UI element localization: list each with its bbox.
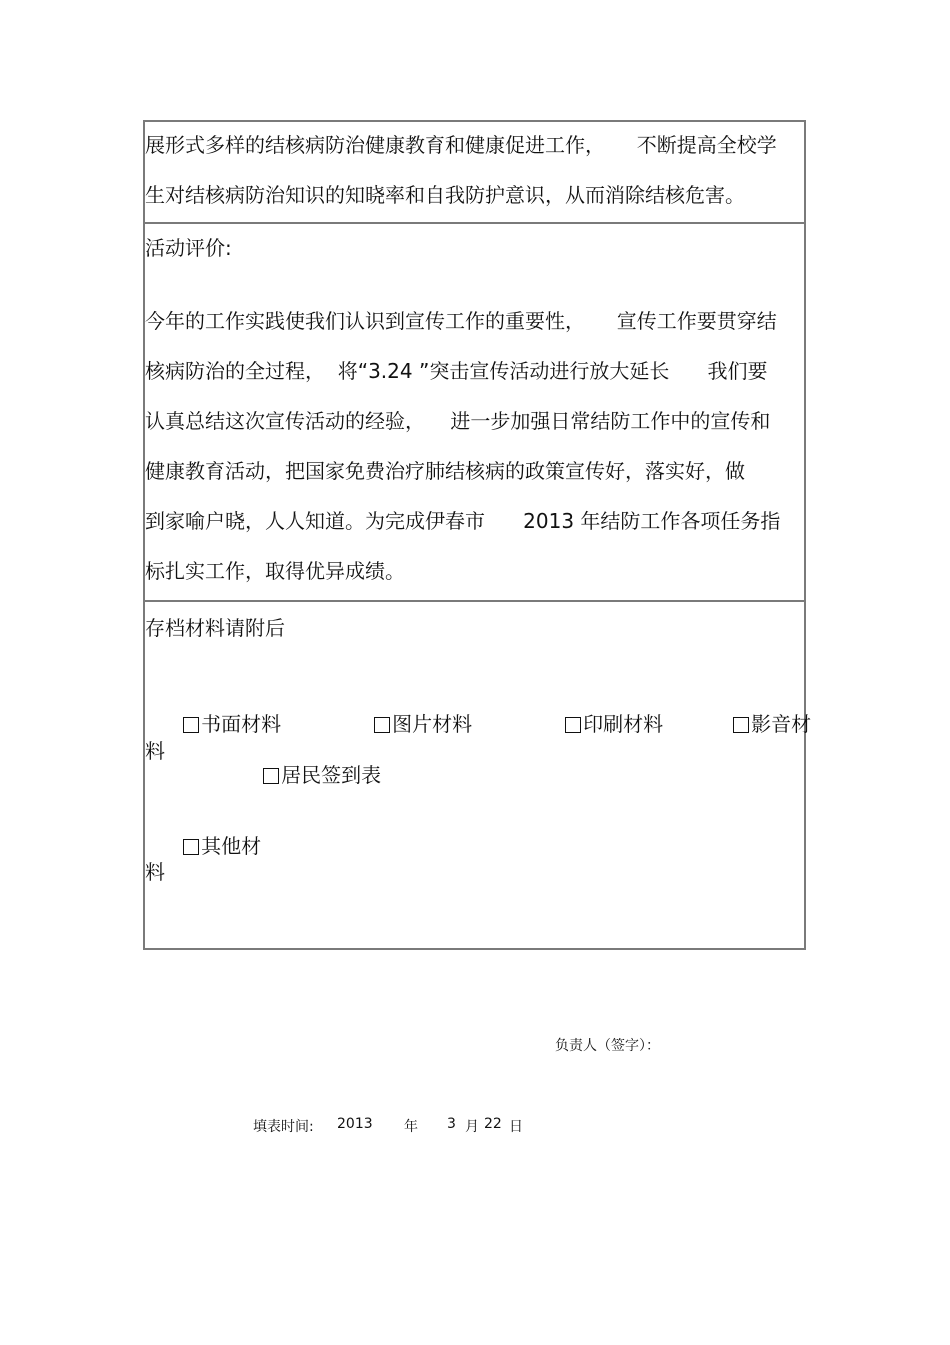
date-month-unit: 月 [465, 1119, 479, 1135]
option-label: 其他材 [201, 834, 262, 858]
option-signin-sheet[interactable] [225, 739, 381, 811]
evaluation-line-6: 标扎实工作，取得优异成绩。 [145, 559, 405, 583]
evaluation-line-4: 健康教育活动，把国家免费治疗肺结核病的政策宣传好，落实好，做 [145, 459, 745, 483]
description-line-1: 展形式多样的结核病防治健康教育和健康促进工作， 不断提高全校学 [145, 133, 777, 157]
option-label: 居民签到表 [281, 763, 382, 787]
activity-evaluation-cell [145, 224, 804, 602]
archive-materials-cell [145, 602, 812, 948]
checkbox-icon[interactable] [733, 717, 749, 733]
date-day: 22 [484, 1116, 502, 1132]
evaluation-line-5: 到家喻户晓，人人知道。为完成伊春市 2013 年结防工作各项任务指 [145, 509, 781, 533]
option-other-materials-cont: 料 [145, 860, 165, 884]
date-month: 3 [447, 1116, 456, 1132]
option-label: 影音材 [751, 712, 812, 736]
checkbox-icon[interactable] [183, 717, 199, 733]
activity-description-cell [145, 122, 804, 224]
checkbox-icon[interactable] [183, 839, 199, 855]
date-label: 填表时间: [253, 1119, 314, 1135]
option-label: 印刷材料 [583, 712, 664, 736]
date-year-unit: 年 [404, 1119, 418, 1135]
checkbox-icon[interactable] [374, 717, 390, 733]
date-year: 2013 [337, 1116, 373, 1132]
evaluation-heading: 活动评价: [145, 236, 232, 260]
checkbox-icon[interactable] [565, 717, 581, 733]
option-label: 书面材料 [201, 712, 282, 736]
evaluation-line-3: 认真总结这次宣传活动的经验， 进一步加强日常结防工作中的宣传和 [145, 409, 771, 433]
signature-label: 负责人（签字）： [555, 1038, 660, 1054]
report-table [143, 120, 812, 950]
option-printed-materials[interactable] [527, 688, 663, 760]
option-label: 图片材料 [392, 712, 473, 736]
option-video-materials[interactable] [695, 688, 811, 760]
option-video-materials-cont: 料 [145, 739, 165, 763]
evaluation-line-2: 核病防治的全过程， 将“3.24 ”突击宣传活动进行放大延长 我们要 [145, 359, 768, 383]
checkbox-icon[interactable] [263, 768, 279, 784]
evaluation-line-1: 今年的工作实践使我们认识到宣传工作的重要性， 宣传工作要贯穿结 [145, 309, 777, 333]
date-day-unit: 日 [509, 1119, 523, 1135]
archive-heading: 存档材料请附后 [145, 616, 285, 640]
description-line-2: 生对结核病防治知识的知晓率和自我防护意识，从而消除结核危害。 [145, 183, 745, 207]
